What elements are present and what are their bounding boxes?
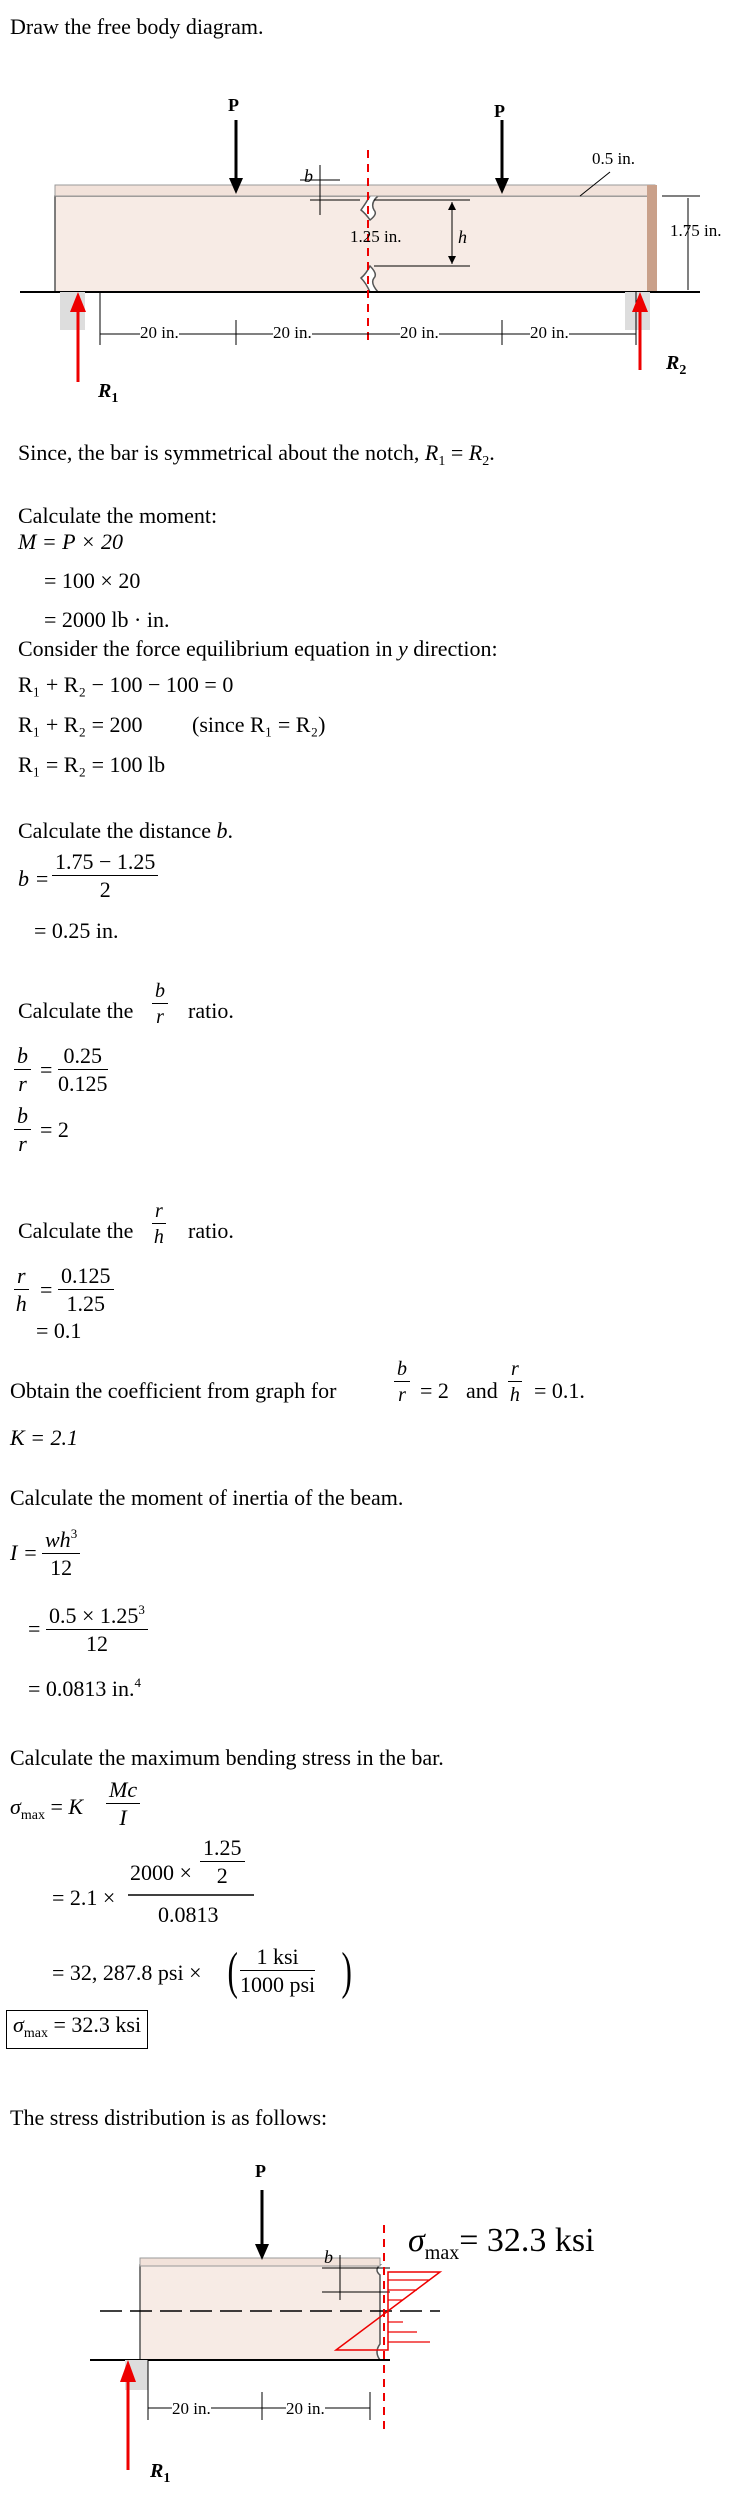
- heading-fbd: Draw the free body diagram.: [10, 14, 264, 39]
- coef-text-pre: Obtain the coefficient from graph for: [10, 1378, 337, 1403]
- moment-line-1: M = P × 20: [18, 529, 124, 554]
- thickness-label: 0.5 in.: [592, 149, 635, 168]
- br-eq: =: [40, 1057, 53, 1082]
- symmetry-text: Since, the bar is symmetrical about the notch, $R_1 = R_2$.: [18, 440, 495, 469]
- rh-heading-post: ratio.: [188, 1218, 234, 1243]
- height-label: 1.75 in.: [670, 221, 722, 240]
- sigma-max-label: $\sigma_{max}= 32.3$ ksi: [408, 2222, 595, 2264]
- coef-rh-fraction: $\frac{r}{h}$: [509, 1358, 520, 1406]
- rh-heading-pre: Calculate the: [18, 1218, 134, 1243]
- stress-step2-pre: = 32, 287.8 psi ×: [52, 1960, 202, 1985]
- moment-heading: Calculate the moment:: [18, 503, 218, 528]
- br-fraction: $\frac{0.25}{0.125}$: [58, 1043, 108, 1096]
- load-label-left: P: [228, 95, 239, 115]
- stress-step1-bar: [0, 1890, 746, 1900]
- inertia-heading: Calculate the moment of inertia of the beam.: [10, 1485, 404, 1510]
- b-result: = 0.25 in.: [34, 918, 119, 943]
- stress-step1-inner: $\frac{1.25}{2}$: [200, 1836, 245, 1888]
- br-lhs-2: $\frac{b}{r}$: [14, 1104, 31, 1156]
- br-heading-fraction: $\frac{b}{r}$: [152, 980, 168, 1028]
- notch-label-fig2: b: [324, 2247, 333, 2267]
- reaction-label-fig2-r1: $R_1$: [150, 2460, 171, 2486]
- stress-step1-den: 0.0813: [158, 1902, 219, 1927]
- stress-step2-fraction: 1 ksi 1000 psi: [240, 1944, 316, 1997]
- inertia-var: I =: [10, 1540, 38, 1565]
- b-heading: Calculate the distance b.: [18, 818, 234, 843]
- stress-step1-num-pre: 2000 ×: [130, 1860, 192, 1885]
- rh-fraction: $\frac{0.125}{1.25}$: [58, 1264, 114, 1316]
- span-label-fig2-2: 20 in.: [286, 2396, 325, 2422]
- span-label-fig2-1: 20 in.: [172, 2396, 211, 2422]
- br-lhs: $\frac{b}{r}$: [14, 1044, 31, 1096]
- equilibrium-heading: Consider the force equilibrium equation in y direction:: [18, 636, 498, 661]
- br-heading-post: ratio.: [188, 998, 234, 1023]
- stress-distribution-diagram: [0, 2140, 746, 2500]
- equilibrium-line-2: R₁ + R₂ = 200: [18, 712, 143, 737]
- notch-label-b: b: [304, 166, 313, 186]
- rh-lhs: $\frac{r}{h}$: [15, 1263, 27, 1316]
- span-label-4: 20 in.: [530, 320, 569, 346]
- inertia-fraction-1: $\frac{wh^3}{12}$: [42, 1522, 80, 1580]
- span-label-2: 20 in.: [273, 320, 312, 346]
- rh-heading-fraction: $\frac{r}{h}$: [153, 1200, 164, 1248]
- equilibrium-note: (since R₁ = R₂): [192, 712, 326, 737]
- stress-final-box: $\sigma_{max} = 32.3$ ksi: [6, 2010, 148, 2049]
- coef-and: and: [466, 1378, 498, 1403]
- reaction-label-r2: $R_2$: [666, 352, 687, 378]
- stress-var: $\sigma_{max} = K$: [10, 1794, 84, 1823]
- br-result: = 2: [40, 1117, 69, 1142]
- moment-line-3: = 2000 lb · in.: [44, 607, 170, 632]
- stress-fraction: $\frac{Mc}{I}$: [106, 1778, 140, 1830]
- paren-left: (: [227, 1943, 238, 2000]
- span-label-1: 20 in.: [140, 320, 179, 346]
- reaction-label-r1: $R_1$: [98, 380, 119, 406]
- stress-step1-pre: = 2.1 ×: [52, 1885, 116, 1910]
- paren-right: ): [341, 1943, 352, 2000]
- coef-br-fraction: $\frac{b}{r}$: [394, 1358, 410, 1406]
- span-label-3: 20 in.: [400, 320, 439, 346]
- inertia-fraction-2: $\frac{0.5 \times 1.25^3}{12}$: [46, 1598, 148, 1656]
- coef-val2: = 0.1.: [534, 1378, 585, 1403]
- inertia-eq-2: =: [28, 1616, 41, 1641]
- b-fraction: $\frac{1.75 - 1.25}{2}$: [52, 850, 158, 902]
- rh-result: = 0.1: [36, 1318, 82, 1343]
- equilibrium-line-3: R₁ = R₂ = 100 lb: [18, 752, 166, 777]
- free-body-diagram: [0, 85, 746, 355]
- rh-eq: =: [40, 1277, 53, 1302]
- b-var: b =: [18, 866, 50, 891]
- load-label-fig2: P: [255, 2161, 266, 2181]
- stress-heading: Calculate the maximum bending stress in the bar.: [10, 1745, 444, 1770]
- inertia-result: = 0.0813 in.$^4$: [28, 1675, 142, 1701]
- coef-val1: = 2: [420, 1378, 449, 1403]
- equilibrium-line-1: R₁ + R₂ − 100 − 100 = 0: [18, 672, 234, 697]
- distribution-heading: The stress distribution is as follows:: [10, 2105, 328, 2130]
- depth-label: 1.25 in.: [350, 227, 402, 246]
- br-heading-pre: Calculate the: [18, 998, 134, 1023]
- load-label-right: P: [494, 101, 505, 121]
- moment-line-2: = 100 × 20: [44, 568, 141, 593]
- k-value: K = 2.1: [10, 1425, 79, 1450]
- h-label: h: [458, 227, 467, 247]
